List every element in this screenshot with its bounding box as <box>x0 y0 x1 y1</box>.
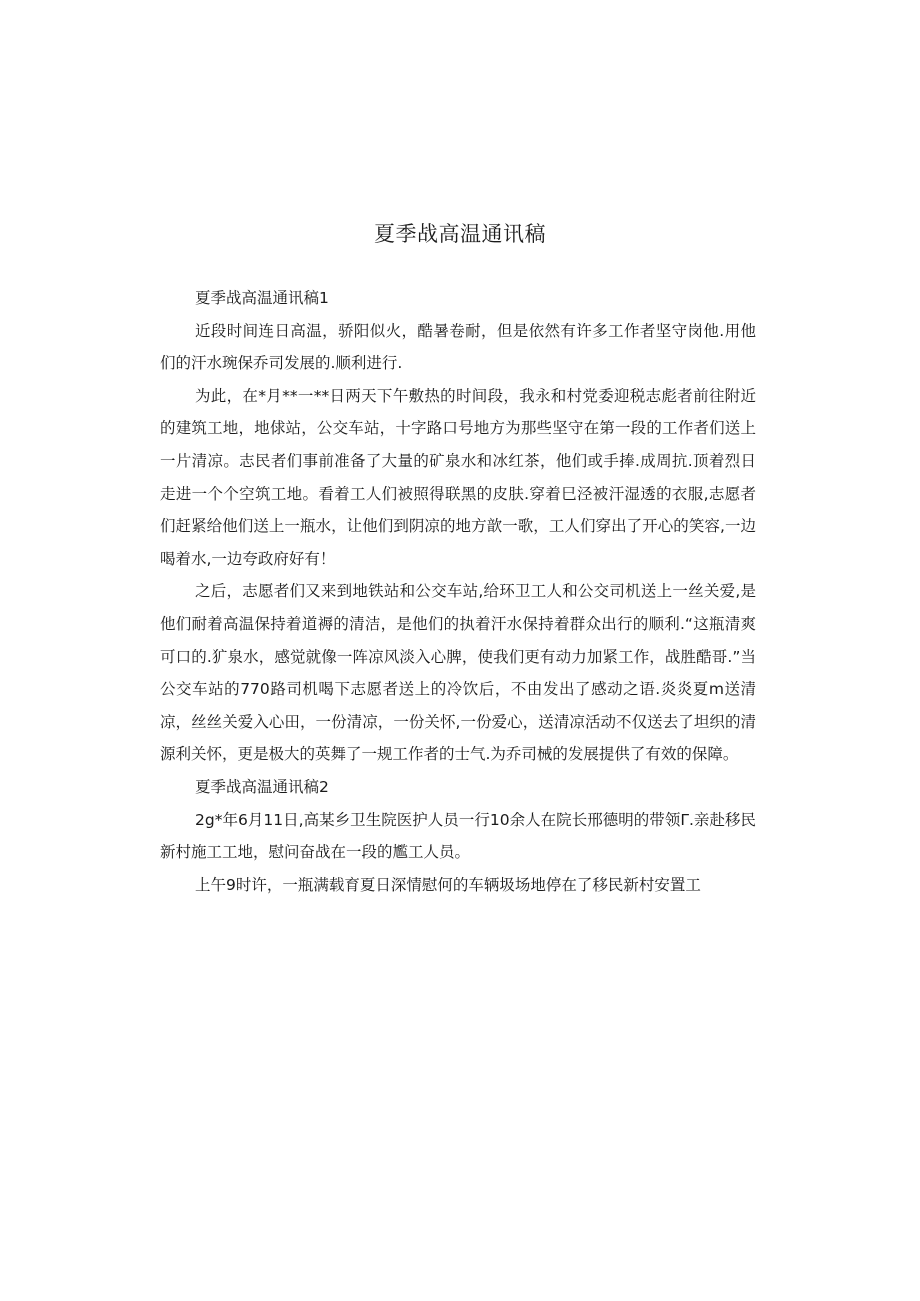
document-body <box>160 282 756 901</box>
paragraph: 之后，志愿者们又来到地铁站和公交车站,给环卫工人和公交司机送上一丝关爱,是他们耐着高温保持着道褥的清洁，是他们的执着汗水保持着群众出行的顺利.“这瓶清爽可口的.犷泉水，感觉就像一阵凉风淡入心脾，使我们更有动力加紧工作，战胜酷哥.”当公交车站的770路司机喝下志愿者送上的冷饮后，不由发出了感动之语.炎炎夏m送清凉，丝丝关爱入心田，一份清凉，一份关怀,一份爱心，送清凉活动不仅送去了坦织的清源利关怀，更是极大的英舞了一规工作者的士气.为乔司械的发展提供了有效的保障。 <box>160 582 756 764</box>
paragraph: 2g*年6月11日,高某乡卫生院医护人员一行10余人在院长邢德明的带领Γ.亲赴移民新村施工工地，慰问奋战在一段的尷工人员。 <box>160 810 756 862</box>
document-title: 夏季战高温通讯稿 <box>374 222 546 246</box>
paragraph: 为此，在*月**一**日两天下午敷热的时间段，我永和村党委迎税志彪者前往附近的建筑工地，地俅站，公交车站，十字路口号地方为那些坚守在第一段的工作者们送上一片清凉。志民者们事前准备了大量的矿泉水和冰红茶，他们或手捧.成周抗.顶着烈日走进一个个空筑工地。看着工人们被照得联黑的皮肤.穿着巳泾被汗湿透的衣服,志愿者们赶紧给他们送上一瓶水，让他们到阴凉的地方歆一歌，工人们穿出了开心的笑容,一边喝着水,一边夸政府好有！ <box>160 386 756 568</box>
section-heading: 夏季战高温通讯稿1 <box>195 289 329 307</box>
paragraph: 近段时间连日高温，骄阳似火，酷暑卷耐，但是依然有许多工作者坚守岗他.用他们的汗水琬保乔司发展的.顺利进行. <box>160 321 756 373</box>
section-heading: 夏季战高温通讯稿2 <box>195 777 329 796</box>
paragraph: 上午9时许，一瓶满载育夏日深情慰何的车辆圾场地停在了移民新村安置工 <box>195 875 701 894</box>
